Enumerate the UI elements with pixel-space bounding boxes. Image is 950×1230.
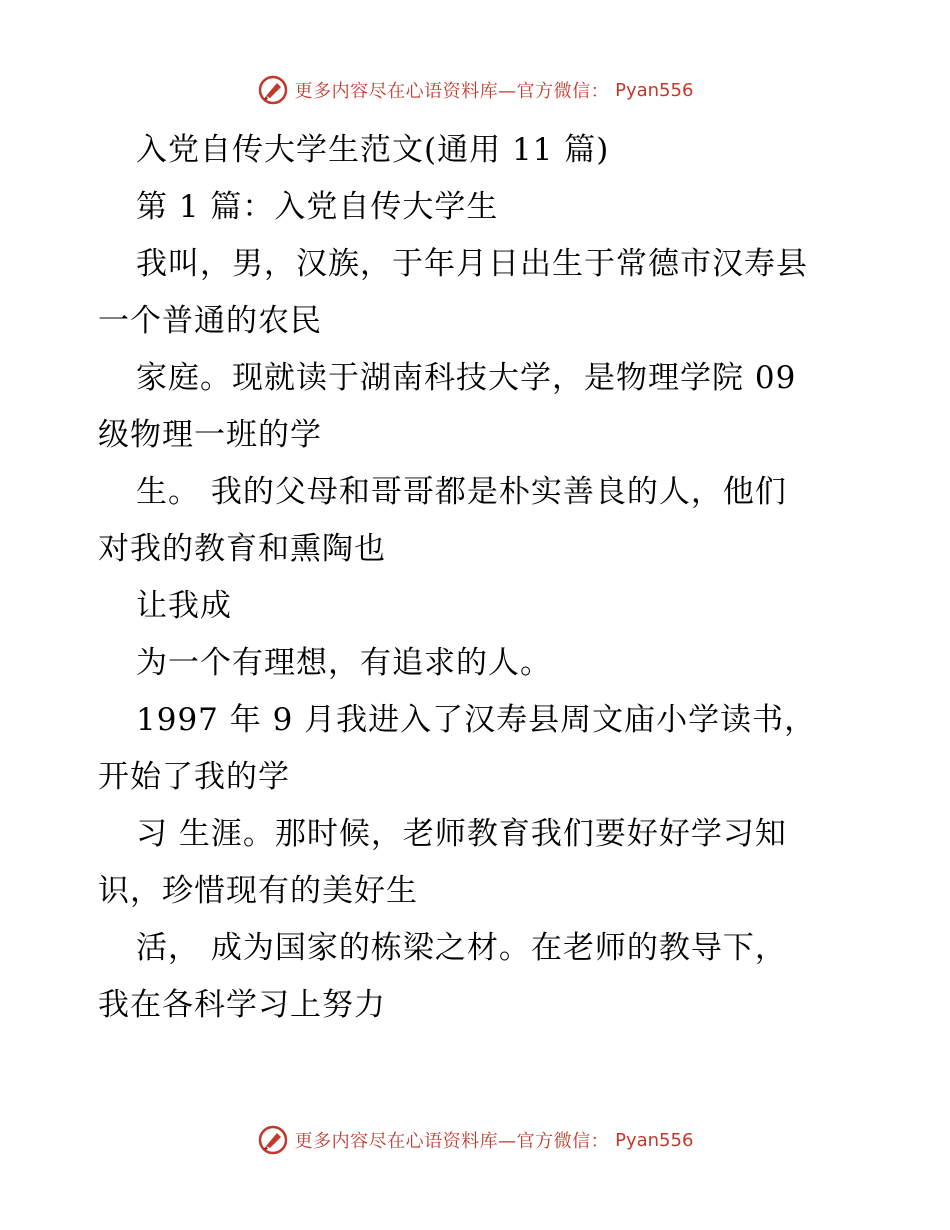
watermark-text: 更多内容尽在心语资料库—官方微信： [294, 1131, 610, 1152]
text-line: 让我成 [136, 588, 232, 624]
text-line: 习 生涯。那时候，老师教育我们要好好学习知 [136, 816, 787, 852]
text-line: 为一个有理想，有追求的人。 [136, 645, 552, 681]
watermark-text: 更多内容尽在心语资料库—官方微信： [294, 81, 610, 102]
watermark-wechat-id: Pyan556 [615, 79, 694, 101]
watermark-wechat-id: Pyan556 [615, 1129, 694, 1151]
pen-logo-icon [257, 74, 289, 106]
text-line: 生。 我的父母和哥哥都是朴实善良的人，他们 [136, 474, 787, 510]
watermark-header [0, 72, 950, 108]
text-line: 我在各科学习上努力 [98, 987, 386, 1023]
text-line: 我叫，男，汉族，于年月日出生于常德市汉寿县 [136, 246, 808, 282]
text-line: 第 1 篇：入党自传大学生 [136, 189, 499, 225]
pen-logo-icon [257, 1124, 289, 1156]
text-line: 开始了我的学 [98, 759, 290, 795]
text-line: 活， 成为国家的栋梁之材。在老师的教导下， [136, 930, 787, 966]
text-line: 入党自传大学生范文(通用 11 篇) [136, 132, 610, 168]
text-line: 对我的教育和熏陶也 [98, 531, 386, 567]
text-line: 1997 年 9 月我进入了汉寿县周文庙小学读书， [136, 702, 817, 738]
text-line: 级物理一班的学 [98, 417, 322, 453]
document-body [98, 122, 858, 1034]
watermark-footer [0, 1122, 950, 1158]
text-line: 一个普通的农民 [98, 303, 322, 339]
text-line: 家庭。现就读于湖南科技大学，是物理学院 09 [136, 360, 797, 396]
text-line: 识，珍惜现有的美好生 [98, 873, 418, 909]
